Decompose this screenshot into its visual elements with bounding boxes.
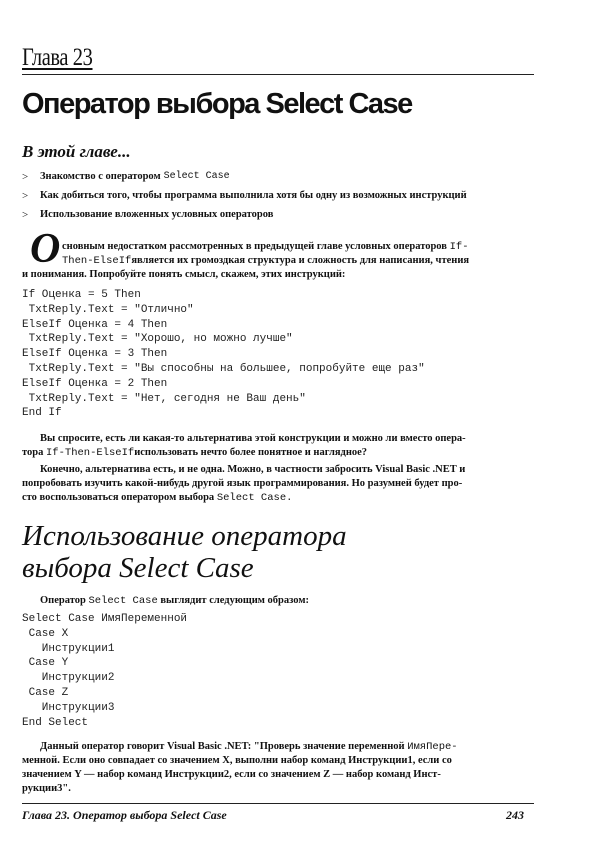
- code-line: Case X: [22, 627, 69, 640]
- code-line: TxtReply.Text = "Вы способны на большее, попробуйте еще раз": [22, 362, 425, 375]
- section-heading-line: Использование оператора: [22, 520, 347, 552]
- para-code: If-Then-ElseIf: [45, 447, 135, 459]
- code-line: ElseIf Оценка = 2 Then: [22, 377, 168, 390]
- para5-line-4: рукции3".: [22, 783, 71, 794]
- toc-item-text: Использование вложенных условных операторов: [40, 209, 274, 220]
- para2-line-1: Вы спросите, есть ли какая-то альтернатива этой конструкции и можно ли вместо опера-: [40, 433, 466, 444]
- arrow-bullet-icon: >: [22, 208, 29, 221]
- para2-line-2: [22, 446, 532, 461]
- para4: [40, 594, 532, 609]
- page-number: 243: [506, 808, 524, 822]
- code-block-select-case: [22, 612, 187, 730]
- toc-item: [22, 205, 542, 224]
- intro-text: сновным недостатком рассмотренных в предыдущей главе условных операторов: [62, 241, 447, 252]
- section-heading: [22, 520, 562, 584]
- footer-title: Глава 23. Оператор выбора Select Case: [22, 808, 227, 822]
- toc-item-text: Как добиться того, чтобы программа выполнила хотя бы одну из возможных инструкций: [40, 190, 467, 201]
- para-text: сто воспользоваться оператором выбора: [22, 492, 215, 503]
- code-line: If Оценка = 5 Then: [22, 289, 141, 301]
- chapter-rule: [22, 74, 534, 75]
- para5-line-2: менной. Если оно совпадает со значением X, выполни набор команд Инструкции1, если со: [22, 755, 452, 766]
- chapter-title: Оператор выбора Select Case: [22, 88, 412, 120]
- intro-text: является их громоздкая структура и сложность для написания, чтения: [131, 255, 470, 266]
- intro-line-1: [62, 240, 534, 255]
- drop-cap: О: [30, 226, 61, 272]
- code-line: TxtReply.Text = "Нет, сегодня не Ваш день": [22, 392, 306, 405]
- chapter-contents-list: [22, 167, 542, 224]
- para-text: тора: [22, 447, 44, 458]
- in-this-chapter: В этой главе...: [22, 142, 131, 161]
- chapter-label: Глава 23: [22, 44, 93, 71]
- para-code: Select Case.: [216, 492, 293, 504]
- intro-line-3: и понимания. Попробуйте понять смысл, скажем, этих инструкций:: [22, 269, 346, 280]
- toc-item-code: Select Case: [163, 171, 230, 182]
- para5-line-1: [40, 740, 532, 755]
- code-block-if-elseif: [22, 288, 425, 421]
- para3-line-2: попробовать изучить какой-нибудь другой язык программирования. Но разумней будет про-: [22, 478, 463, 489]
- para3-line-1: Конечно, альтернатива есть, и не одна. Можно, в частности забросить Visual Basic .NET и: [40, 464, 466, 475]
- code-line: Case Y: [22, 657, 69, 670]
- code-line: Select Case ИмяПеременной: [22, 613, 188, 625]
- para-text: выглядит следующим образом:: [160, 595, 309, 606]
- intro-code: If-: [449, 241, 469, 253]
- para-code: Select Case: [88, 595, 158, 607]
- code-line: Инструкции1: [22, 642, 115, 655]
- code-line: End If: [22, 407, 62, 420]
- code-line: ElseIf Оценка = 3 Then: [22, 348, 168, 361]
- section-heading-line: выбора Select Case: [22, 552, 254, 584]
- arrow-bullet-icon: >: [22, 189, 29, 202]
- intro-line-2: [62, 254, 534, 269]
- code-line: TxtReply.Text = "Хорошо, но можно лучше": [22, 333, 293, 346]
- para5-line-3: значением Y — набор команд Инструкции2, если со значением Z — набор команд Инст-: [22, 769, 441, 780]
- code-line: Инструкции3: [22, 701, 115, 714]
- code-line: Case Z: [22, 686, 69, 699]
- toc-item-text: Знакомство с оператором: [40, 171, 161, 182]
- toc-item: [22, 167, 542, 186]
- code-line: TxtReply.Text = "Отлично": [22, 303, 194, 316]
- para3-line-3: [22, 491, 532, 506]
- code-line: ElseIf Оценка = 4 Then: [22, 318, 168, 331]
- para-text: использовать нечто более понятное и наглядное?: [134, 447, 368, 458]
- arrow-bullet-icon: >: [22, 170, 29, 183]
- footer-rule: [22, 803, 534, 804]
- para-text: Оператор: [40, 595, 86, 606]
- code-line: Инструкции2: [22, 672, 115, 685]
- intro-code: Then-ElseIf: [62, 255, 132, 267]
- toc-item: [22, 186, 542, 205]
- para-text: Данный оператор говорит Visual Basic .NET: "Проверь значение переменной: [40, 741, 405, 752]
- code-line: End Select: [22, 716, 89, 729]
- para-code: ИмяПере-: [407, 741, 458, 753]
